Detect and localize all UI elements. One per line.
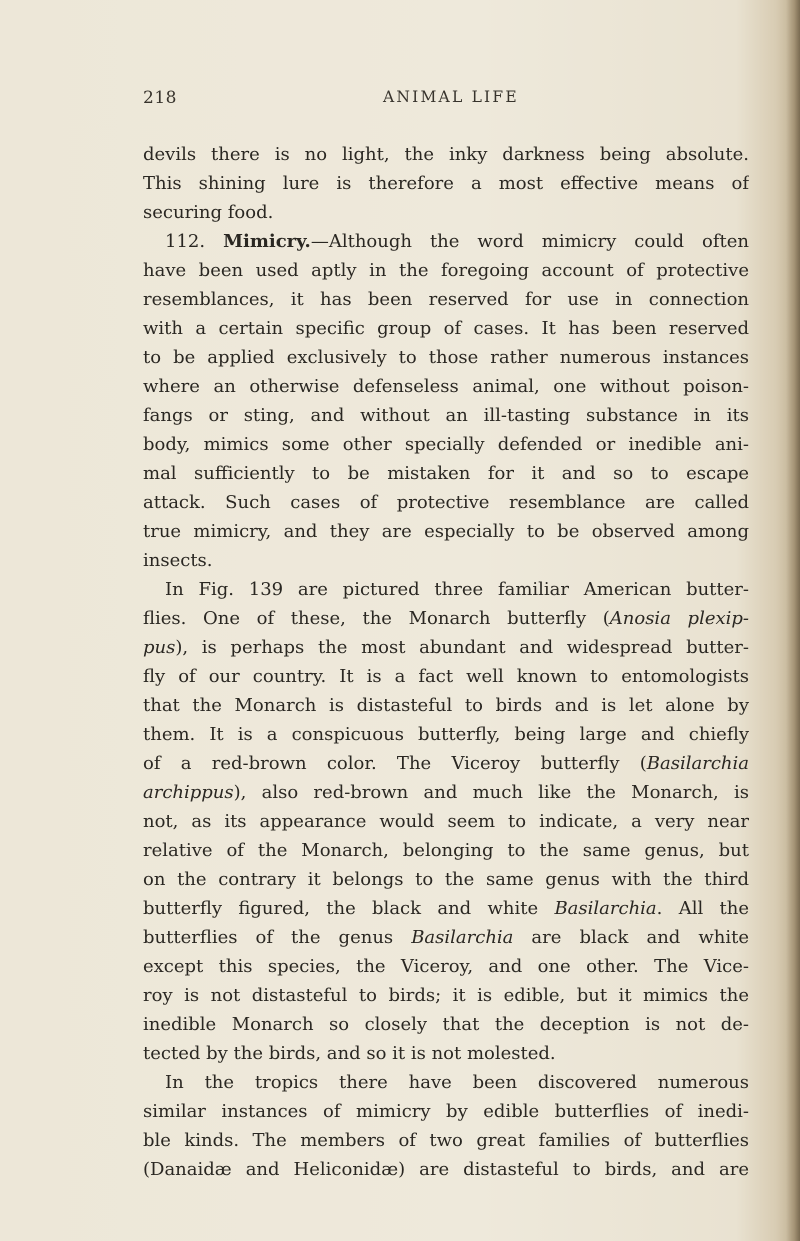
- text-line: on the contrary it belongs to the same genus with the third: [143, 869, 749, 890]
- text-line: mal sufficiently to be mistaken for it and so to escape: [143, 463, 749, 484]
- text-line: not, as its appearance would seem to indicate, a very near: [143, 811, 749, 832]
- text-line: roy is not distasteful to birds; it is edible, but it mimics the: [143, 985, 749, 1006]
- text-line: tected by the birds, and so it is not molested.: [143, 1043, 556, 1064]
- species-name: Basilarchia: [646, 753, 749, 774]
- text-line: fangs or sting, and without an ill-tasting substance in its: [143, 405, 749, 426]
- section-number: 112.: [165, 231, 206, 252]
- body-text: [143, 140, 749, 1184]
- species-name: Anosia plexip-: [609, 608, 749, 629]
- text-line: have been used aptly in the foregoing account of protective: [143, 260, 749, 281]
- text-line: true mimicry, and they are especially to be observed among: [143, 521, 749, 542]
- section-heading-line: 112. Mimicry.—Although the word mimicry could often: [165, 231, 749, 252]
- genus-name: Basilarchia: [411, 927, 514, 948]
- text-line: ble kinds. The members of two great families of butterflies: [143, 1130, 749, 1151]
- species-name: archippus: [143, 782, 234, 803]
- text-line: resemblances, it has been reserved for use in connection: [143, 289, 749, 310]
- text-line: with a certain specific group of cases. It has been reserved: [143, 318, 749, 339]
- running-head: ANIMAL LIFE: [383, 88, 519, 106]
- genus-name: Basilarchia: [554, 898, 657, 919]
- text-line: of a red-brown color. The Viceroy butterfly (Basilarchia: [143, 753, 749, 774]
- section-heading: Mimicry.: [223, 231, 311, 252]
- text-line: to be applied exclusively to those rather numerous instances: [143, 347, 749, 368]
- page-edge-shadow: [786, 0, 800, 1241]
- text-line: In the tropics there have been discovered numerous: [165, 1072, 749, 1093]
- text-line: where an otherwise defenseless animal, one without poison-: [143, 376, 749, 397]
- text-line: devils there is no light, the inky darkness being absolute.: [143, 144, 749, 165]
- text-line: except this species, the Viceroy, and one other. The Vice-: [143, 956, 749, 977]
- text-line: inedible Monarch so closely that the deception is not de-: [143, 1014, 749, 1035]
- text-line: (Danaidæ and Heliconidæ) are distasteful to birds, and are: [143, 1159, 749, 1180]
- text-line: flies. One of these, the Monarch butterfly (Anosia plexip-: [143, 608, 749, 629]
- text-line: relative of the Monarch, belonging to the same genus, but: [143, 840, 749, 861]
- text-line: fly of our country. It is a fact well known to entomologists: [143, 666, 749, 687]
- text-line: In Fig. 139 are pictured three familiar American butter-: [165, 579, 749, 600]
- page-number: 218: [143, 88, 177, 108]
- text-line: that the Monarch is distasteful to birds and is let alone by: [143, 695, 749, 716]
- species-name: pus: [143, 637, 176, 658]
- text-line: insects.: [143, 550, 213, 571]
- text-line: similar instances of mimicry by edible butterflies of inedi-: [143, 1101, 749, 1122]
- page-header: [143, 88, 747, 118]
- text-line: This shining lure is therefore a most effective means of: [143, 173, 749, 194]
- text-line: attack. Such cases of protective resemblance are called: [143, 492, 749, 513]
- text-line: archippus), also red-brown and much like the Monarch, is: [143, 782, 749, 803]
- text-line: body, mimics some other specially defended or inedible ani-: [143, 434, 749, 455]
- text-line: securing food.: [143, 202, 274, 223]
- text-line: pus), is perhaps the most abundant and widespread butter-: [143, 637, 749, 658]
- text-line: them. It is a conspicuous butterfly, being large and chiefly: [143, 724, 749, 745]
- text-line: butterfly figured, the black and white Basilarchia. All the: [143, 898, 749, 919]
- text-line: butterflies of the genus Basilarchia are black and white: [143, 927, 749, 948]
